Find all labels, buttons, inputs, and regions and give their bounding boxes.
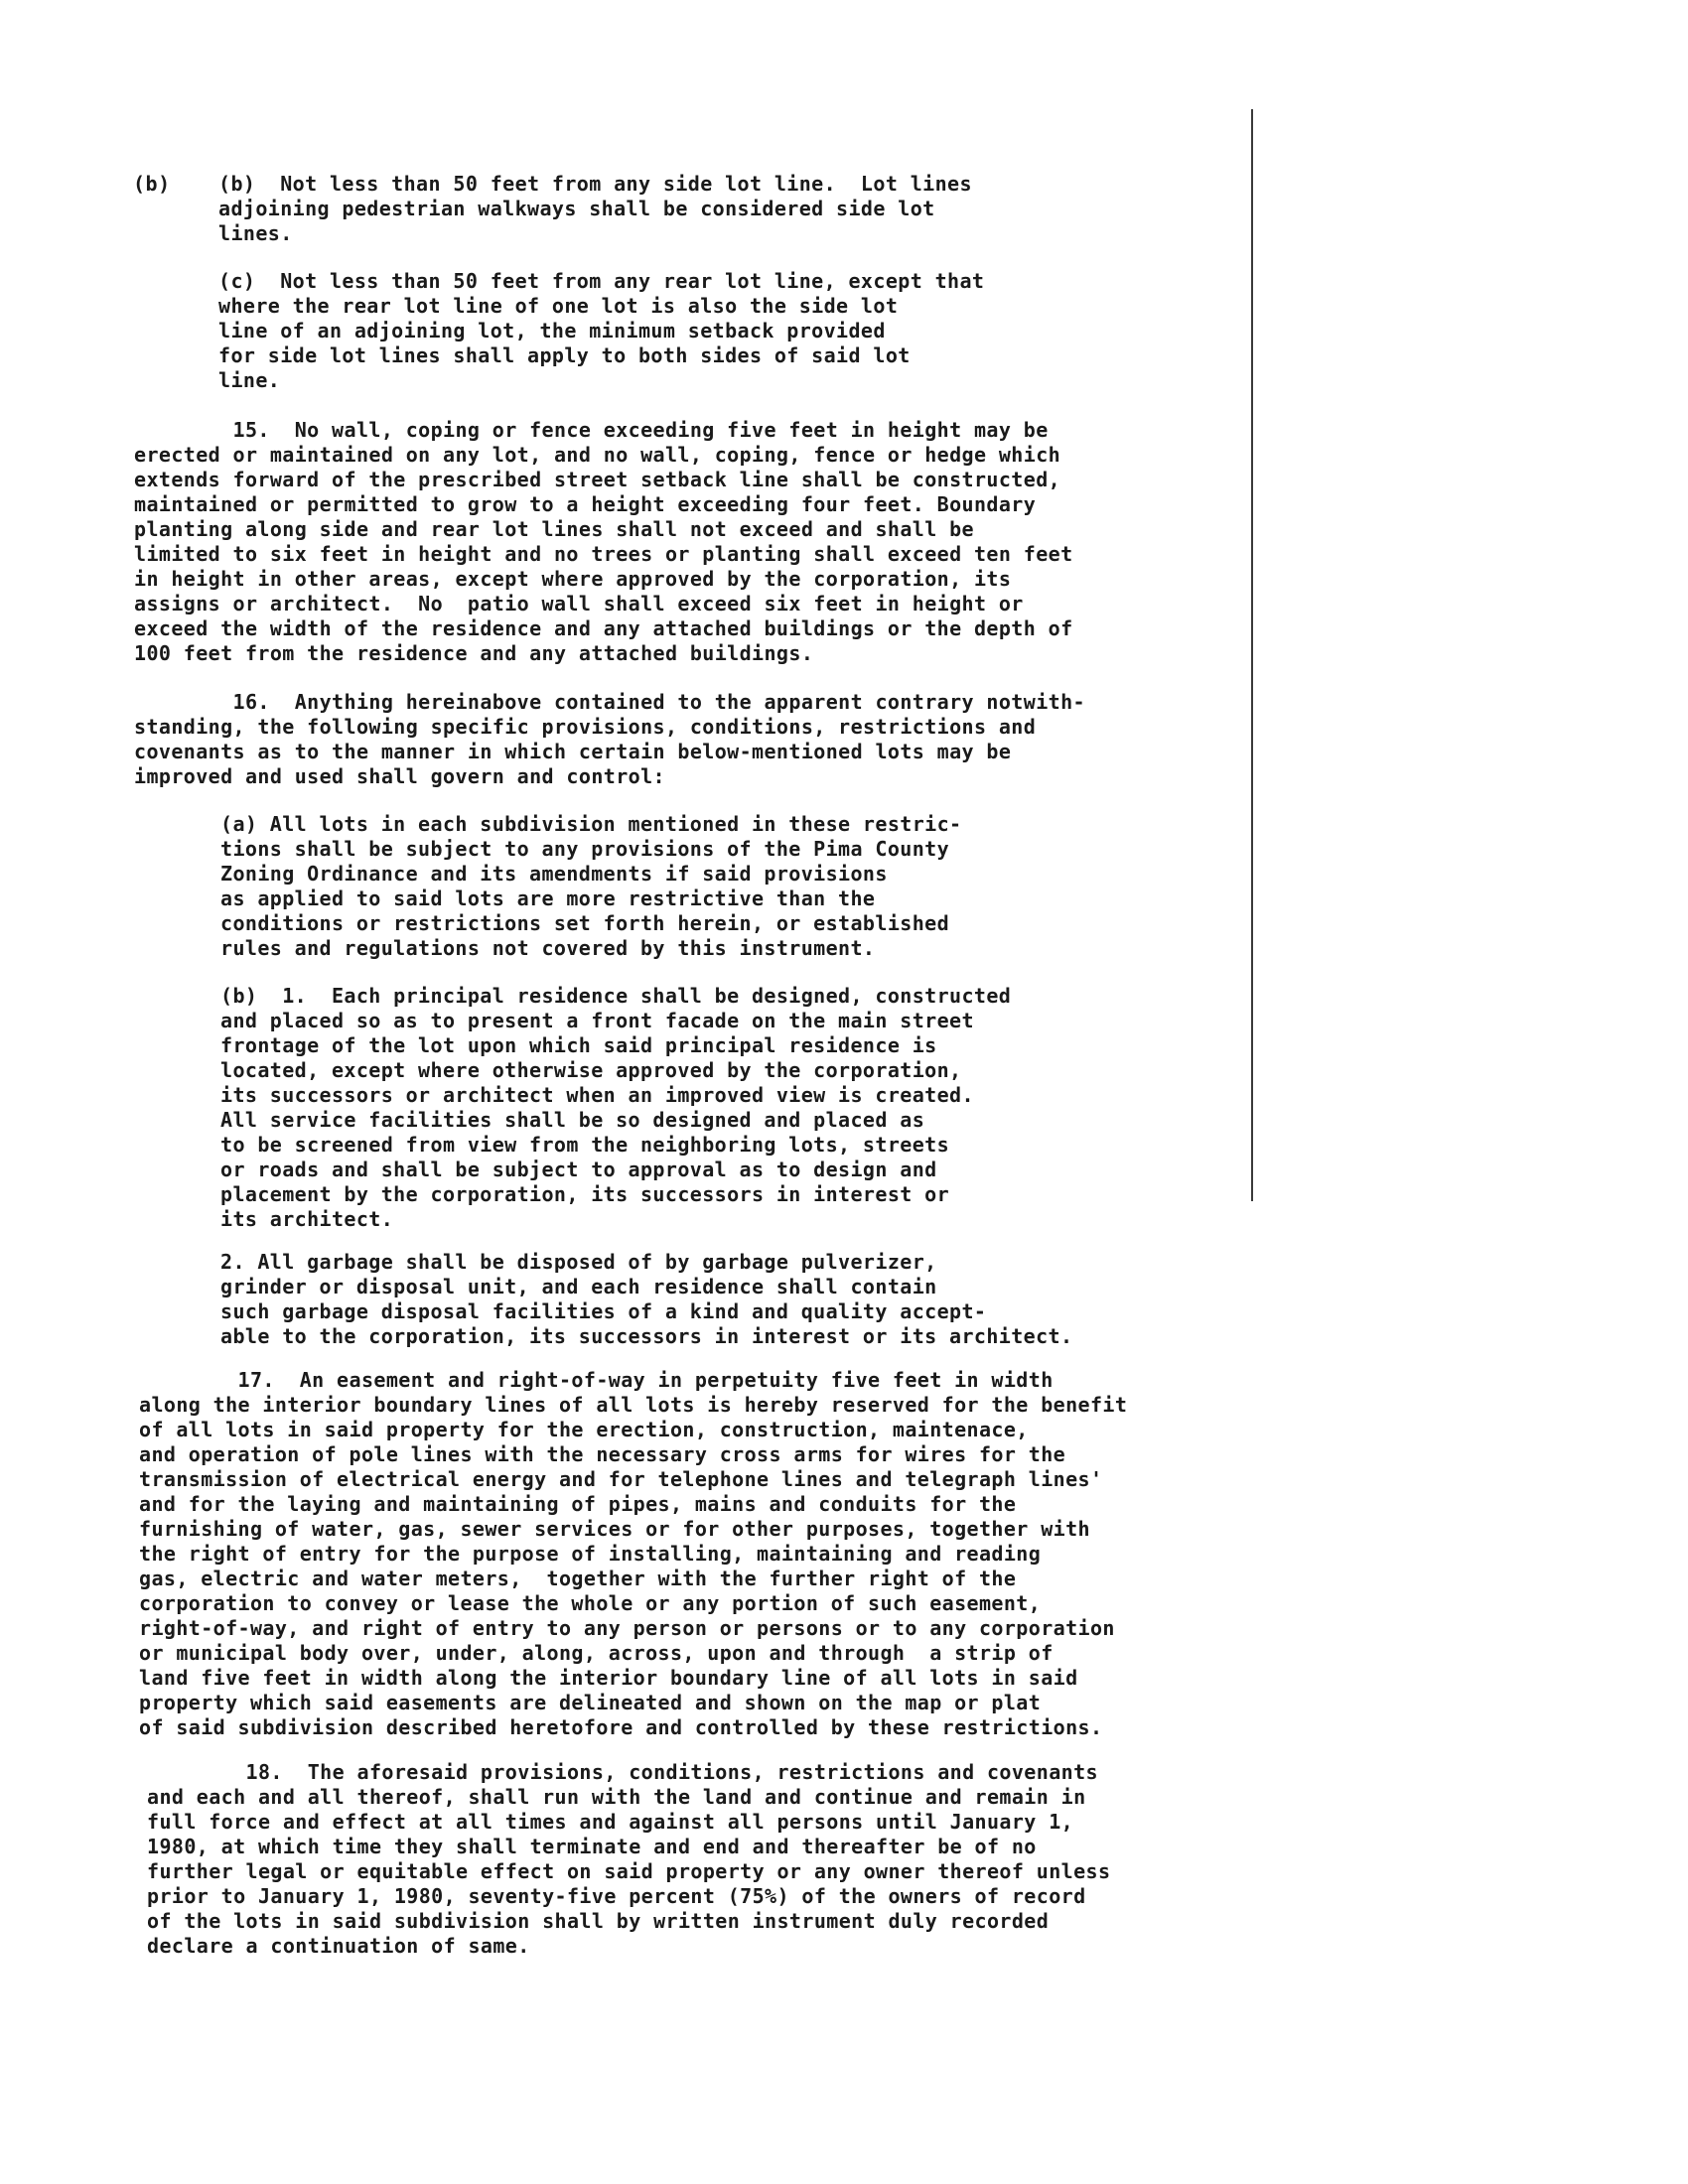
text-line: rules and regulations not covered by this instrument.	[220, 936, 876, 960]
text-line: grinder or disposal unit, and each residence shall contain	[220, 1275, 937, 1298]
text-line: located, except where otherwise approved by the corporation,	[220, 1058, 962, 1082]
text-line: All service facilities shall be so designed and placed as	[220, 1108, 925, 1132]
text-line: line.	[218, 368, 281, 392]
text-line: erected or maintained on any lot, and no wall, coping, fence or hedge which	[134, 443, 1061, 467]
text-line: right-of-way, and right of entry to any person or persons or to any corporation	[139, 1616, 1115, 1640]
text-line: and for the laying and maintaining of pipes, mains and conduits for the	[139, 1492, 1017, 1516]
text-line: of said subdivision described heretofore and controlled by these restrictions.	[139, 1715, 1103, 1739]
text-line: the right of entry for the purpose of installing, maintaining and reading	[139, 1542, 1042, 1566]
text-line: frontage of the lot upon which said principal residence is	[220, 1033, 937, 1057]
text-line: adjoining pedestrian walkways shall be considered side lot	[218, 197, 935, 220]
text-line: full force and effect at all times and against all persons until January 1,	[147, 1810, 1074, 1834]
text-line: in height in other areas, except where approved by the corporation, its	[134, 567, 1012, 591]
text-line: or roads and shall be subject to approval as to design and	[220, 1158, 937, 1181]
text-line: furnishing of water, gas, sewer services or for other purposes, together with	[139, 1517, 1090, 1541]
text-line: gas, electric and water meters, together with the further right of the	[139, 1567, 1017, 1590]
text-line: corporation to convey or lease the whole or any portion of such easement,	[139, 1591, 1042, 1615]
paragraph-17	[139, 1368, 1127, 1740]
text-line: standing, the following specific provisions, conditions, restrictions and	[134, 715, 1037, 739]
text-line: able to the corporation, its successors in interest or its architect.	[220, 1324, 1073, 1348]
text-line: of the lots in said subdivision shall by written instrument duly recorded	[147, 1909, 1050, 1933]
text-line: covenants as to the manner in which certain below-mentioned lots may be	[134, 740, 1012, 763]
text-line: and placed so as to present a front facade on the main street	[220, 1009, 974, 1032]
text-line: property which said easements are delineated and shown on the map or plat	[139, 1691, 1042, 1714]
text-line: 18. The aforesaid provisions, conditions, restrictions and covenants	[147, 1760, 1098, 1784]
text-line: lines.	[218, 221, 293, 245]
text-line: declare a continuation of same.	[147, 1934, 530, 1958]
text-line: line of an adjoining lot, the minimum setback provided	[218, 319, 886, 342]
text-line: along the interior boundary lines of all lots is hereby reserved for the benefit	[139, 1393, 1128, 1417]
text-line: 2. All garbage shall be disposed of by garbage pulverizer,	[220, 1250, 937, 1274]
text-line: to be screened from view from the neighboring lots, streets	[220, 1133, 950, 1157]
text-line: land five feet in width along the interior boundary line of all lots in said	[139, 1666, 1078, 1690]
text-line: improved and used shall govern and control:	[134, 764, 665, 788]
text-line: 1980, at which time they shall terminate and end and thereafter be of no	[147, 1835, 1037, 1858]
text-line: extends forward of the prescribed street setback line shall be constructed,	[134, 468, 1061, 491]
text-line: such garbage disposal facilities of a kind and quality accept-	[220, 1299, 987, 1323]
text-line: exceed the width of the residence and any attached buildings or the depth of	[134, 616, 1073, 640]
text-line: or municipal body over, under, along, across, upon and through a strip of	[139, 1641, 1054, 1665]
text-line: its architect.	[220, 1207, 394, 1231]
text-line: of all lots in said property for the erection, construction, maintenace,	[139, 1418, 1029, 1441]
text-line: limited to six feet in height and no trees or planting shall exceed ten feet	[134, 542, 1073, 566]
text-line: planting along side and rear lot lines shall not exceed and shall be	[134, 517, 974, 541]
text-line: as applied to said lots are more restrictive than the	[220, 887, 876, 910]
text-line: further legal or equitable effect on said property or any owner thereof unless	[147, 1859, 1111, 1883]
text-line: 17. An easement and right-of-way in perpetuity five feet in width	[139, 1368, 1054, 1392]
text-line: maintained or permitted to grow to a height exceeding four feet. Boundary	[134, 492, 1037, 516]
text-line: and operation of pole lines with the necessary cross arms for wires for the	[139, 1442, 1066, 1466]
paragraph-16b2	[220, 1250, 1072, 1349]
text-line: assigns or architect. No patio wall shall exceed six feet in height or	[134, 592, 1024, 615]
margin-rule	[1251, 109, 1253, 1201]
text-line: 100 feet from the residence and any attached buildings.	[134, 641, 814, 665]
text-line: (b) 1. Each principal residence shall be designed, constructed	[220, 984, 1012, 1008]
paragraph-16a	[220, 812, 961, 961]
paragraph-c	[218, 269, 984, 393]
text-line: prior to January 1, 1980, seventy-five percent (75%) of the owners of record	[147, 1884, 1086, 1908]
text-line: (a) All lots in each subdivision mentioned in these restric-	[220, 812, 962, 836]
text-line: conditions or restrictions set forth herein, or established	[220, 911, 950, 935]
paragraph-16b1	[220, 984, 1011, 1232]
text-line: and each and all thereof, shall run with the land and continue and remain in	[147, 1785, 1086, 1809]
text-line: 16. Anything hereinabove contained to the apparent contrary notwith-	[134, 690, 1085, 714]
paragraph-15	[134, 418, 1073, 666]
paragraph-18	[147, 1760, 1110, 1959]
text-line: 15. No wall, coping or fence exceeding five feet in height may be	[134, 418, 1049, 442]
text-line: transmission of electrical energy and for telephone lines and telegraph lines'	[139, 1467, 1103, 1491]
text-line: where the rear lot line of one lot is also the side lot	[218, 294, 899, 318]
section-marker-b: (b)	[133, 172, 171, 196]
paragraph-b	[218, 172, 972, 246]
text-line: Zoning Ordinance and its amendments if said provisions	[220, 862, 888, 886]
text-line: (b) Not less than 50 feet from any side lot line. Lot lines	[218, 172, 972, 196]
paragraph-16	[134, 690, 1085, 789]
text-line: tions shall be subject to any provisions of the Pima County	[220, 837, 950, 861]
text-line: its successors or architect when an improved view is created.	[220, 1083, 974, 1107]
text-line: placement by the corporation, its successors in interest or	[220, 1182, 950, 1206]
text-line: for side lot lines shall apply to both sides of said lot	[218, 343, 911, 367]
text-line: (c) Not less than 50 feet from any rear lot line, except that	[218, 269, 985, 293]
